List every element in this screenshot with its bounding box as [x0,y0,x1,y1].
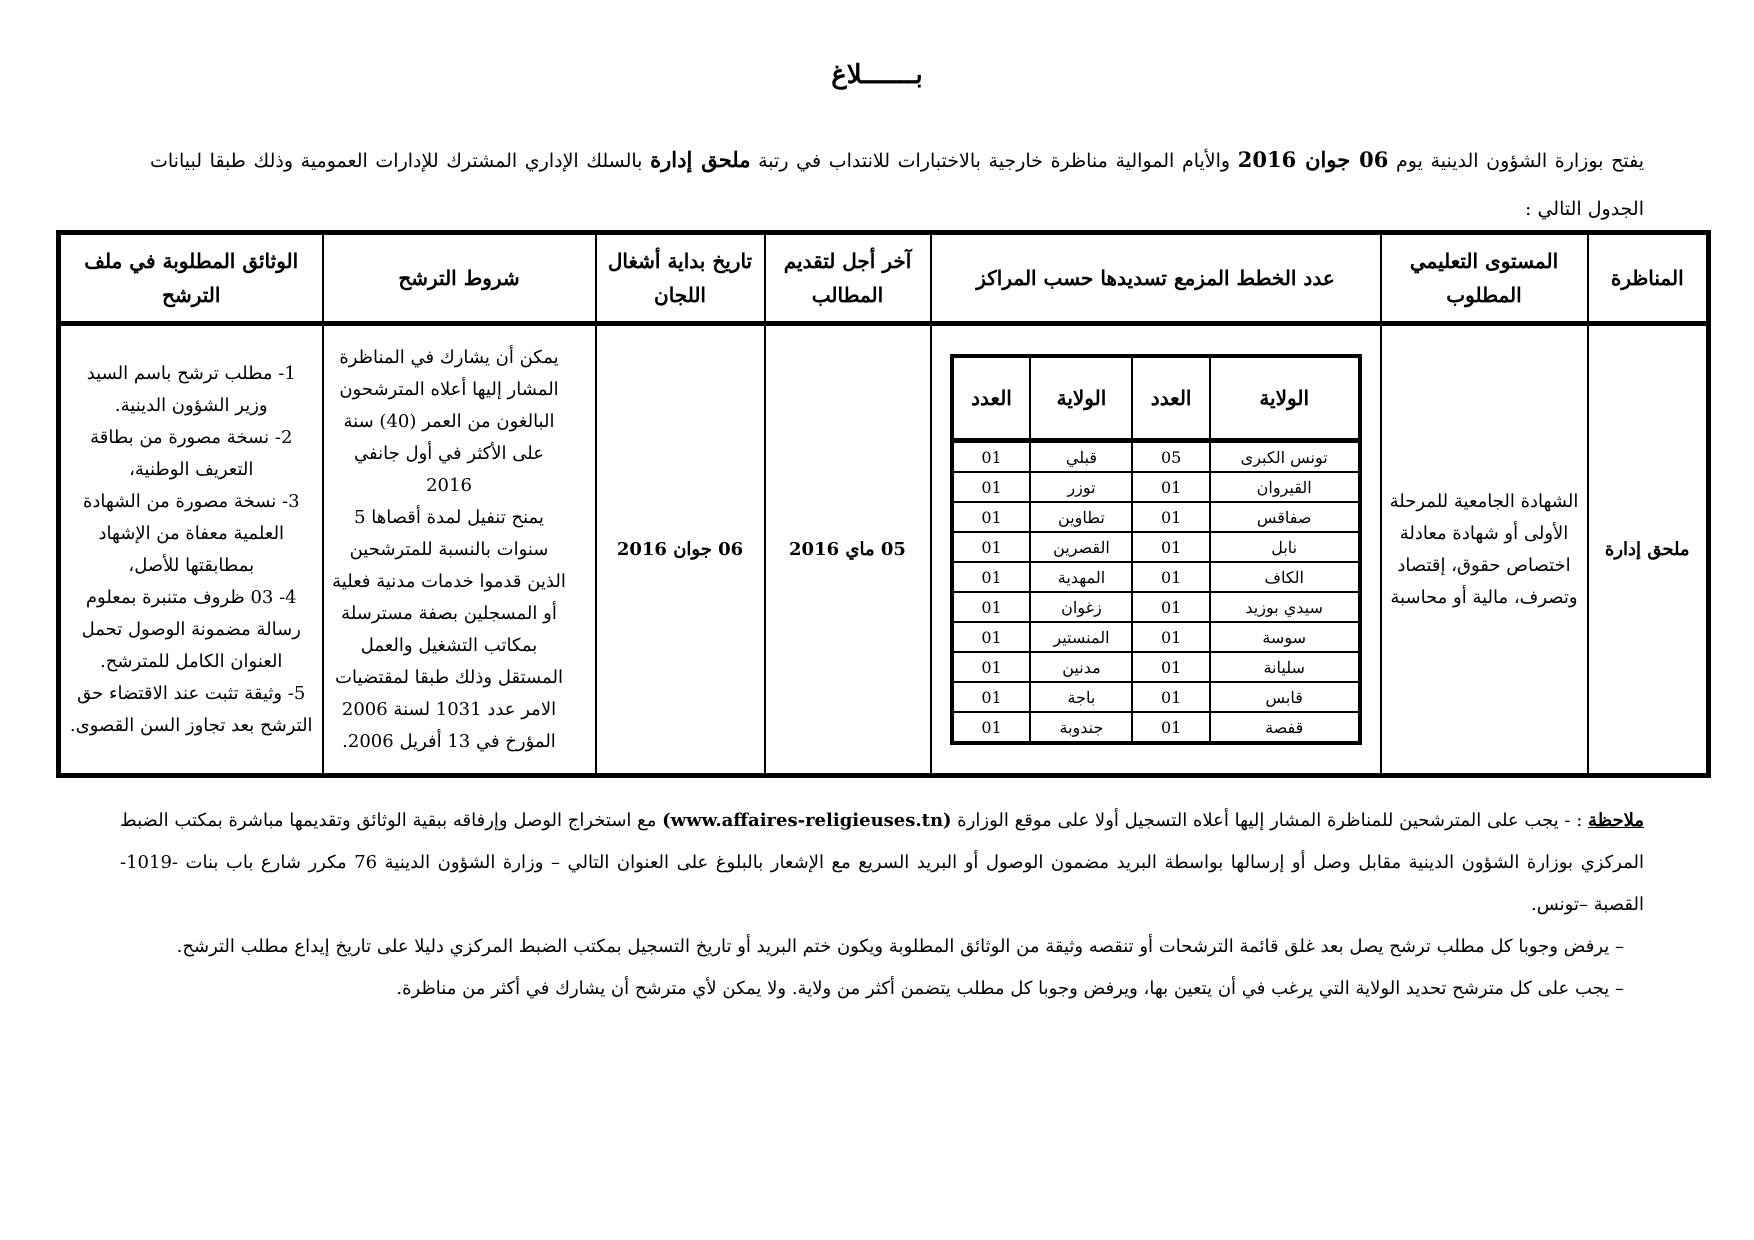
header-posts: عدد الخطط المزمع تسديدها حسب المراكز [931,233,1381,324]
count-cell: 01 [952,441,1031,473]
intro-text-1: يفتح بوزارة الشؤون الدينية يوم [1396,150,1645,172]
governorate-cell: القيروان [1210,472,1360,502]
documents-cell [59,324,323,776]
posts-header: العدد [1132,356,1209,441]
note-1-text-a: : - يجب على المترشحين للمناظرة المشار إليها أعلاه التسجيل أولا على موقع الوزارة [957,810,1583,831]
start-date: 06 جوان 2016 [596,324,765,776]
governorate-cell: الكاف [1210,562,1360,592]
header-start-date: تاريخ بداية أشغال اللجان [596,233,765,324]
posts-header: الولاية [1210,356,1360,441]
governorate-cell: توزر [1030,472,1132,502]
governorate-cell: قابس [1210,682,1360,712]
condition-item: يمكن أن يشارك في المناظرة المشار إليها أعلاه المترشحون البالغون من العمر (40) سنة على الأكثر في أول جانفي 2016 [339,346,559,496]
count-cell: 01 [952,622,1031,652]
count-cell: 01 [952,502,1031,532]
count-cell: 01 [1132,562,1209,592]
count-cell: 01 [1132,682,1209,712]
governorate-cell: نابل [1210,532,1360,562]
count-cell: 01 [952,682,1031,712]
governorate-cell: القصرين [1030,532,1132,562]
intro-paragraph [150,136,1644,233]
governorate-cell: جندوبة [1030,712,1132,743]
posts-row [952,441,1360,473]
document-title: بـــــــلاغ [831,60,923,90]
posts-row [952,592,1360,622]
count-cell: 05 [1132,441,1209,473]
header-exam: المناظرة [1588,233,1709,324]
document-item: 2- نسخة مصورة من بطاقة التعريف الوطنية، [90,426,293,480]
exam-name: ملحق إدارة [1588,324,1709,776]
count-cell: 01 [952,562,1031,592]
posts-row [952,652,1360,682]
posts-row [952,622,1360,652]
condition-item: يمنح تنفيل لمدة أقصاها 5 سنوات بالنسبة للمترشحين الذين قدموا خدمات مدنية فعلية أو المسجلين بصفة مسترسلة بمكاتب التشغيل والعمل المستقل وذلك طبقا لمقتضيات الامر عدد 1031 لسنة 2006 المؤرخ في 13 أفريل 2006. [332,506,566,752]
governorate-cell: سيدي بوزيد [1210,592,1360,622]
governorate-cell: تطاوين [1030,502,1132,532]
count-cell: 01 [1132,652,1209,682]
deadline-date: 05 ماي 2016 [765,324,931,776]
governorate-cell: تونس الكبرى [1210,441,1360,473]
posts-row [952,472,1360,502]
ministry-website-link[interactable]: (www.affaires-religieuses.tn) [662,810,952,831]
governorate-cell: باجة [1030,682,1132,712]
count-cell: 01 [952,472,1031,502]
note-1-text-b: مع استخراج الوصل وإرفاقه ببقية الوثائق وتقديمها مباشرة بمكتب الضبط المركزي بوزارة الشؤون الدينية مقابل وصل أو إرسالها بواسطة البريد مضمون الوصول أو البريد السريع مع الإشعار بالبلوغ على العنوان التالي – وزارة الشؤون الدينية 76 مكرر شارع باب بنات -1019- القصبة –تونس. [120,810,1644,915]
governorate-cell: سليانة [1210,652,1360,682]
governorate-cell: قبلي [1030,441,1132,473]
intro-text-2: والأيام الموالية مناظرة خارجية بالاختبارات للانتداب في رتبة [758,150,1231,172]
count-cell: 01 [952,652,1031,682]
governorate-cell: المنستير [1030,622,1132,652]
posts-row [952,562,1360,592]
note-label: ملاحظة [1588,810,1644,831]
posts-header: العدد [952,356,1031,441]
governorate-cell: سوسة [1210,622,1360,652]
posts-header: الولاية [1030,356,1132,441]
document-item: 4- 03 ظروف متنبرة بمعلوم رسالة مضمونة الوصول تحمل العنوان الكامل للمترشح. [81,586,301,672]
count-cell: 01 [952,532,1031,562]
count-cell: 01 [1132,712,1209,743]
posts-row [952,502,1360,532]
governorate-cell: قفصة [1210,712,1360,743]
note-2: – يرفض وجوبا كل مطلب ترشح يصل بعد غلق قائمة الترشحات أو تنقصه وثيقة من الوثائق المطلوبة ويكون ختم البريد أو تاريخ التسجيل بمكتب الضبط المركزي دليلا على تاريخ إيداع مطلب الترشح. [176,936,1624,957]
table-row [59,324,1709,776]
notes-section [120,800,1644,1010]
count-cell: 01 [1132,472,1209,502]
document-item: 3- نسخة مصورة من الشهادة العلمية معفاة من الإشهاد بمطابقتها للأصل، [82,490,300,576]
count-cell: 01 [952,712,1031,743]
governorate-cell: زغوان [1030,592,1132,622]
intro-text-3: بالسلك الإداري المشترك للإدارات العمومية وذلك طبقا لبيانات الجدول التالي : [150,150,1644,220]
governorate-cell: المهدية [1030,562,1132,592]
competition-table [56,230,1711,778]
posts-cell [931,324,1381,776]
intro-rank: ملحق إدارة [650,147,751,172]
document-item: 5- وثيقة تثبت عند الاقتضاء حق الترشح بعد تجاوز السن القصوى. [69,682,313,736]
note-3: – يجب على كل مترشح تحديد الولاية التي يرغب في أن يتعين بها، ويرفض وجوبا كل مطلب يتضمن أكثر من ولاية. ولا يمكن لأي مترشح أن يشارك في أكثر من مناظرة. [396,978,1624,999]
count-cell: 01 [952,592,1031,622]
posts-row [952,712,1360,743]
header-education: المستوى التعليمي المطلوب [1381,233,1588,324]
count-cell: 01 [1132,592,1209,622]
header-conditions: شروط الترشح [323,233,596,324]
posts-table [950,354,1362,745]
note-1 [120,800,1644,926]
intro-date: 06 جوان 2016 [1237,147,1389,172]
posts-row [952,532,1360,562]
posts-row [952,682,1360,712]
header-deadline: آخر أجل لتقديم المطالب [765,233,931,324]
count-cell: 01 [1132,532,1209,562]
count-cell: 01 [1132,502,1209,532]
governorate-cell: صفاقس [1210,502,1360,532]
count-cell: 01 [1132,622,1209,652]
education-level: الشهادة الجامعية للمرحلة الأولى أو شهادة معادلة اختصاص حقوق، إقتصاد وتصرف، مالية أو محاسبة [1381,324,1588,776]
conditions-cell [323,324,596,776]
governorate-cell: مدنين [1030,652,1132,682]
header-documents: الوثائق المطلوبة في ملف الترشح [59,233,323,324]
document-item: 1- مطلب ترشح باسم السيد وزير الشؤون الدينية. [86,362,296,416]
